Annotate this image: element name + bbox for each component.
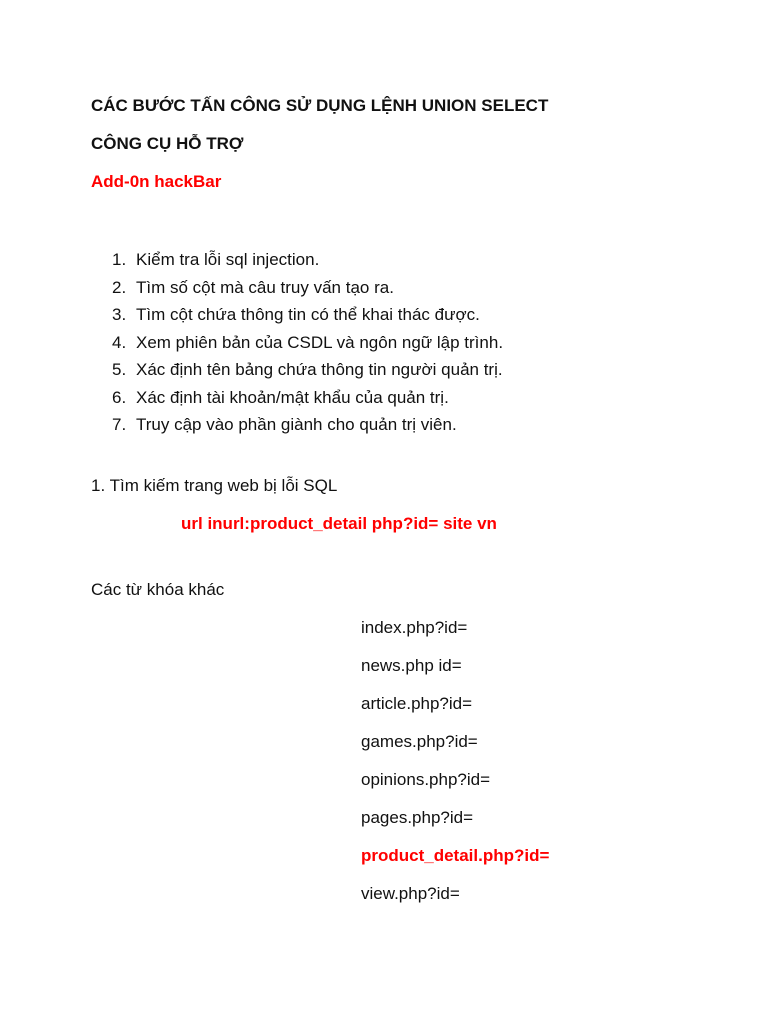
document-title: CÁC BƯỚC TẤN CÔNG SỬ DỤNG LỆNH UNION SELECT bbox=[91, 96, 549, 115]
list-item-number: 2. bbox=[112, 277, 127, 297]
list-item-text: Xác định tài khoản/mật khẩu của quản trị. bbox=[136, 387, 449, 407]
list-item bbox=[112, 411, 503, 439]
keyword-item-highlighted: product_detail.php?id= bbox=[361, 846, 550, 865]
keyword-item: article.php?id= bbox=[361, 694, 473, 713]
list-item-text: Tìm số cột mà câu truy vấn tạo ra. bbox=[136, 277, 394, 297]
list-item-text: Kiểm tra lỗi sql injection. bbox=[136, 250, 320, 269]
keyword-item: pages.php?id= bbox=[361, 808, 474, 827]
list-item bbox=[112, 246, 503, 274]
keyword-list bbox=[361, 618, 549, 922]
keyword-item: opinions.php?id= bbox=[361, 770, 491, 789]
list-item-text: Xác định tên bảng chứa thông tin người quản trị. bbox=[136, 360, 503, 379]
steps-list bbox=[112, 246, 503, 439]
section-heading: 1. Tìm kiếm trang web bị lỗi SQL bbox=[91, 476, 338, 495]
list-item-number: 1. bbox=[112, 250, 127, 269]
list-item-number: 6. bbox=[112, 387, 127, 407]
list-item-number: 5. bbox=[112, 360, 127, 379]
list-item-number: 3. bbox=[112, 305, 127, 324]
list-item bbox=[112, 329, 503, 357]
list-item bbox=[112, 356, 503, 384]
other-keywords-label: Các từ khóa khác bbox=[91, 580, 225, 599]
list-item-text: Tìm cột chứa thông tin có thể khai thác được. bbox=[136, 305, 480, 324]
search-query: url inurl:product_detail php?id= site vn bbox=[181, 514, 497, 533]
list-item-text: Xem phiên bản của CSDL và ngôn ngữ lập trình. bbox=[136, 332, 504, 352]
keyword-item: view.php?id= bbox=[361, 884, 460, 903]
list-item-number: 4. bbox=[112, 332, 127, 352]
list-item bbox=[112, 301, 503, 329]
tools-heading: CÔNG CỤ HỖ TRỢ bbox=[91, 134, 244, 153]
list-item-number: 7. bbox=[112, 415, 127, 434]
keyword-item: news.php id= bbox=[361, 656, 462, 675]
tool-name: Add-0n hackBar bbox=[91, 172, 222, 191]
list-item bbox=[112, 274, 503, 302]
list-item bbox=[112, 384, 503, 412]
keyword-item: games.php?id= bbox=[361, 732, 478, 751]
keyword-item: index.php?id= bbox=[361, 618, 468, 637]
list-item-text: Truy cập vào phần giành cho quản trị viên. bbox=[136, 415, 457, 434]
